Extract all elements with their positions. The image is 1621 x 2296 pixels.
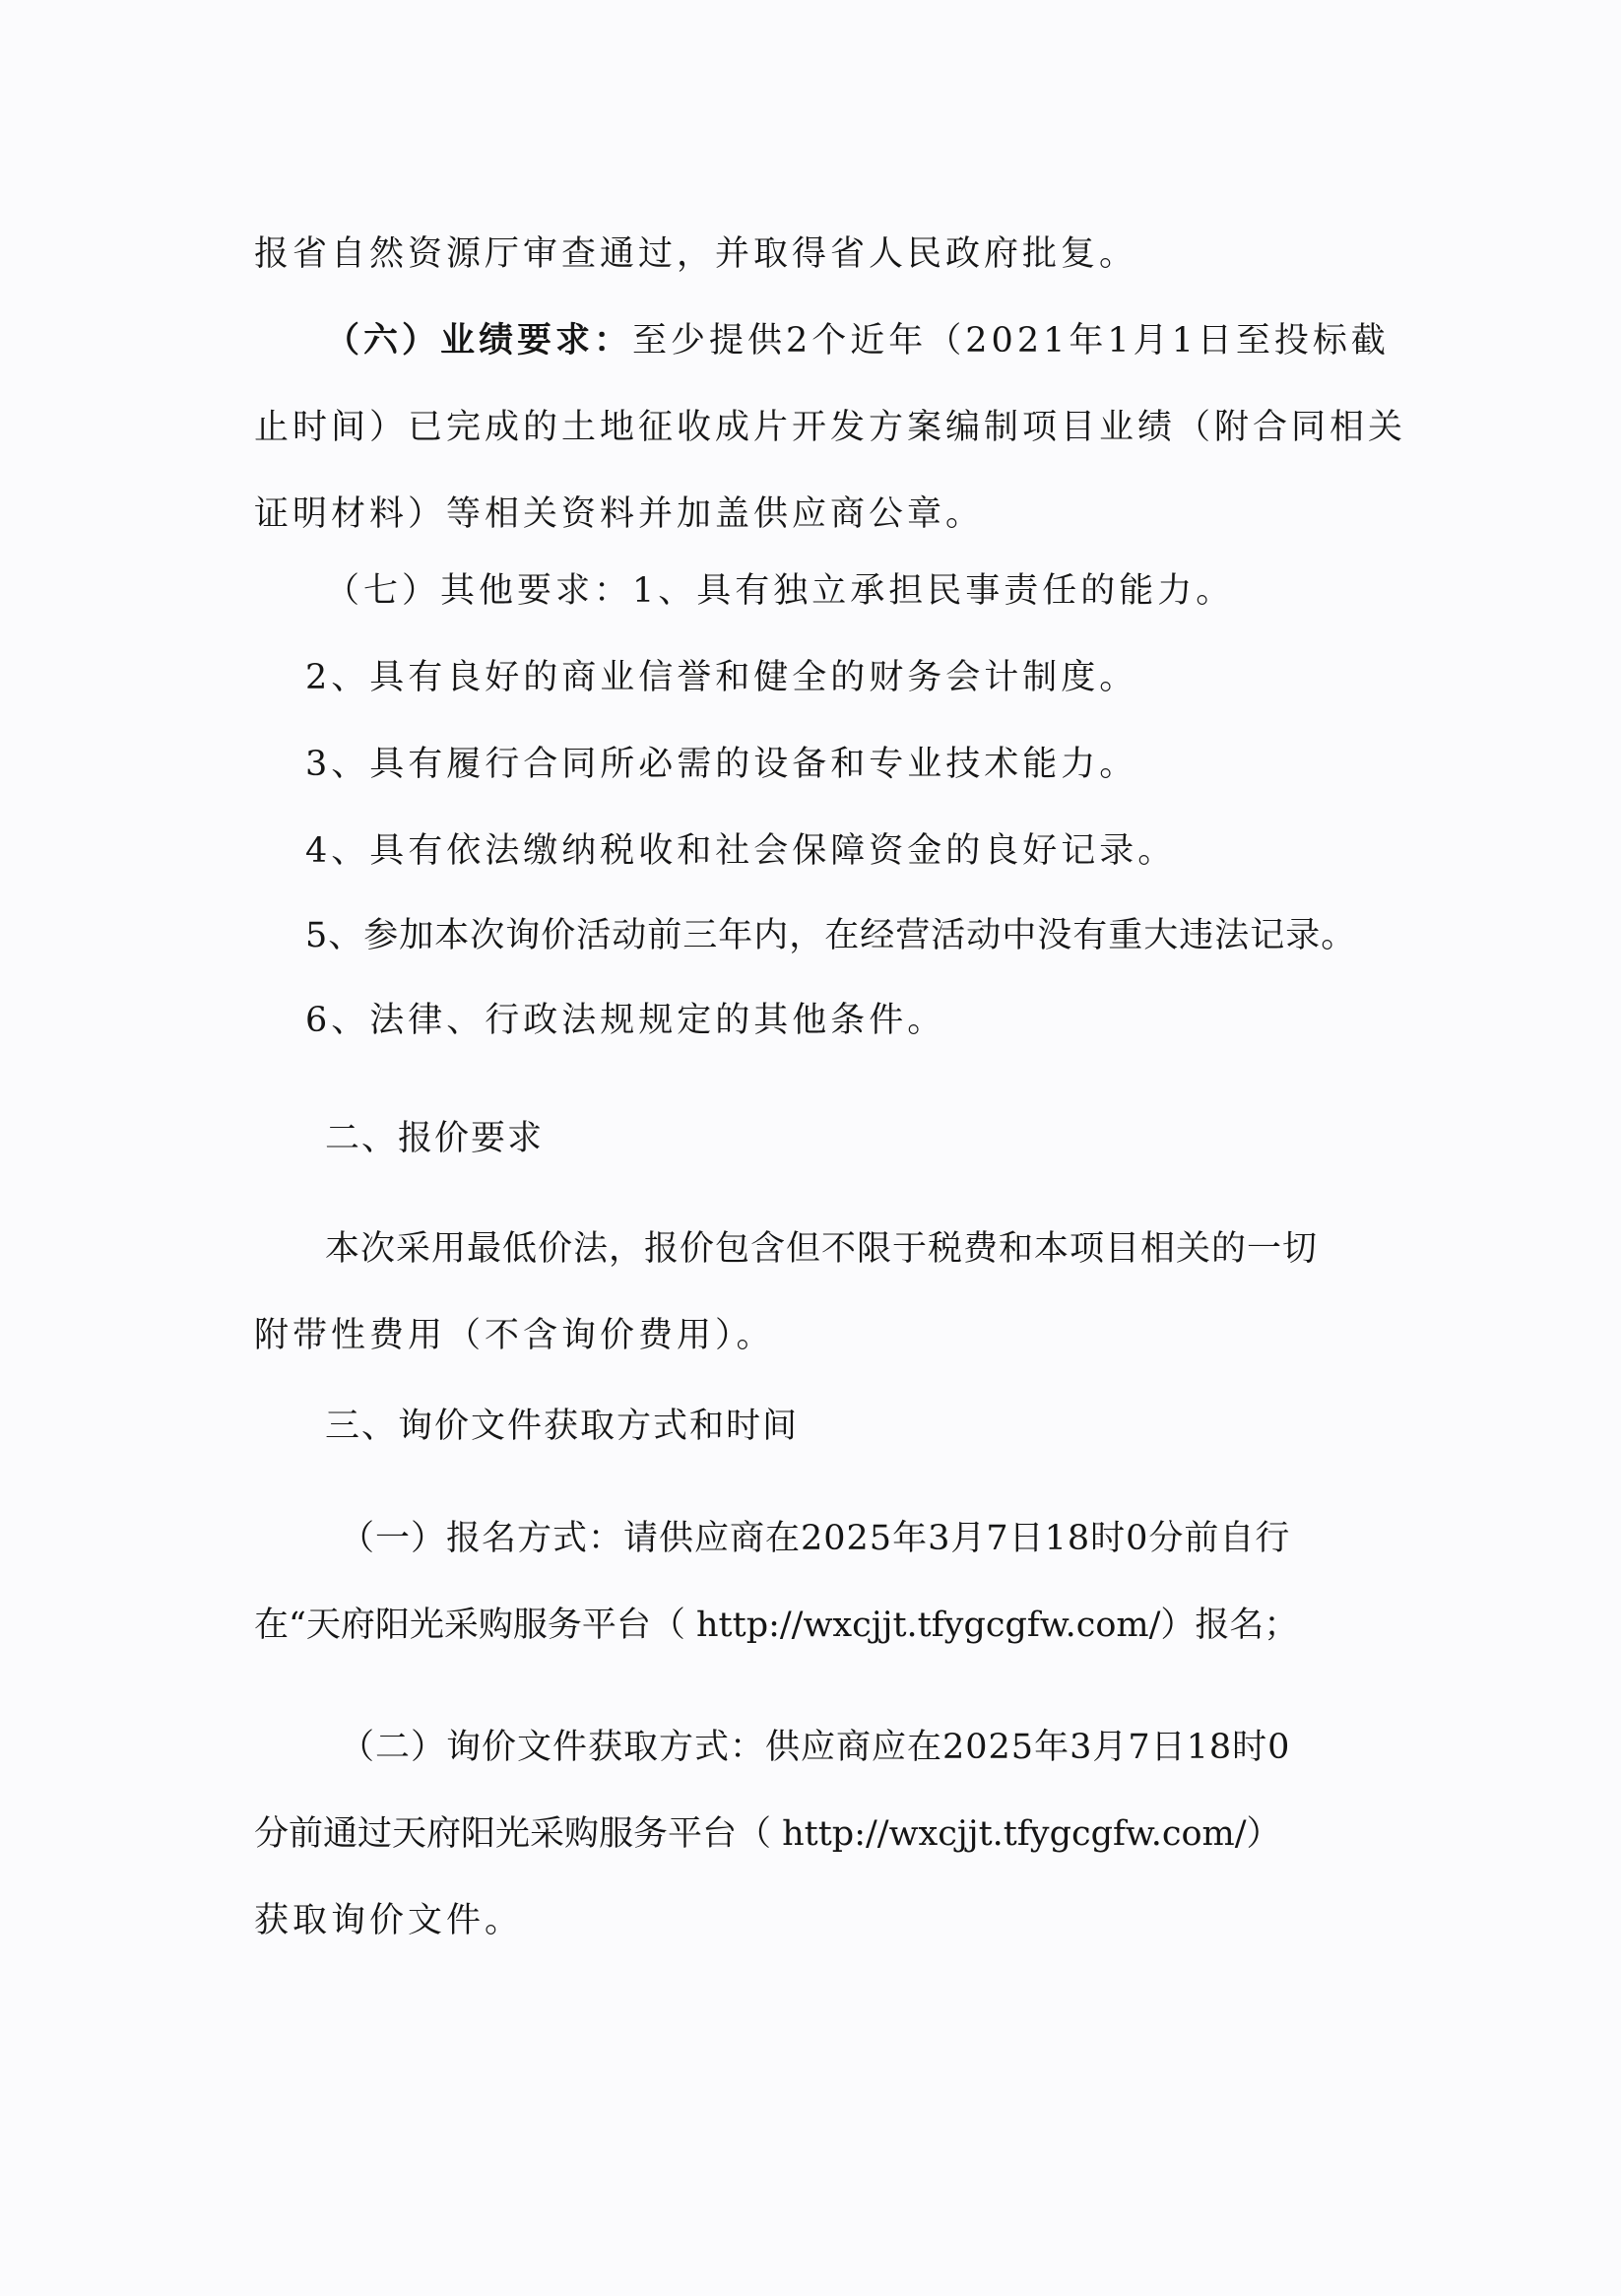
requirement-6-line — [325, 319, 1390, 362]
text-line: （二）询价文件获取方式：供应商应在2025年3月7日18时0 — [340, 1728, 1291, 1767]
text-line: 证明材料）等相关资料并加盖供应商公章。 — [254, 494, 985, 534]
text-line: （一）报名方式：请供应商在2025年3月7日18时0分前自行 — [340, 1519, 1291, 1558]
text-line: 报省自然资源厅审查通过，并取得省人民政府批复。 — [254, 234, 1138, 274]
text-line: 本次采用最低价法，报价包含但不限于税费和本项目相关的一切 — [325, 1229, 1319, 1269]
section-heading: 三、询价文件获取方式和时间 — [325, 1407, 800, 1446]
text-line: 获取询价文件。 — [254, 1901, 524, 1940]
text-line: 在“天府阳光采购服务平台（ http://wxcjjt.tfygcgfw.com/）报名； — [254, 1606, 1299, 1645]
text-line: 附带性费用（不含询价费用）。 — [254, 1316, 775, 1355]
requirement-6-text: 至少提供2个近年（2021年1月1日至投标截 — [632, 321, 1390, 361]
section-heading: 二、报价要求 — [325, 1119, 545, 1158]
list-item: 2、具有良好的商业信誉和健全的财务会计制度。 — [305, 658, 1138, 697]
list-item: 5、参加本次询价活动前三年内，在经营活动中没有重大违法记录。 — [305, 916, 1357, 955]
text-line: 止时间）已完成的土地征收成片开发方案编制项目业绩（附合同相关 — [254, 408, 1407, 447]
requirement-7-intro: （七）其他要求：1、具有独立承担民事责任的能力。 — [325, 571, 1235, 611]
text-line: 分前通过天府阳光采购服务平台（ http://wxcjjt.tfygcgfw.com/） — [254, 1814, 1281, 1854]
list-item: 4、具有依法缴纳税收和社会保障资金的良好记录。 — [305, 831, 1177, 871]
requirement-6-label: （六）业绩要求： — [325, 320, 633, 361]
list-item: 3、具有履行合同所必需的设备和专业技术能力。 — [305, 745, 1138, 784]
list-item: 6、法律、行政法规规定的其他条件。 — [305, 1001, 946, 1040]
